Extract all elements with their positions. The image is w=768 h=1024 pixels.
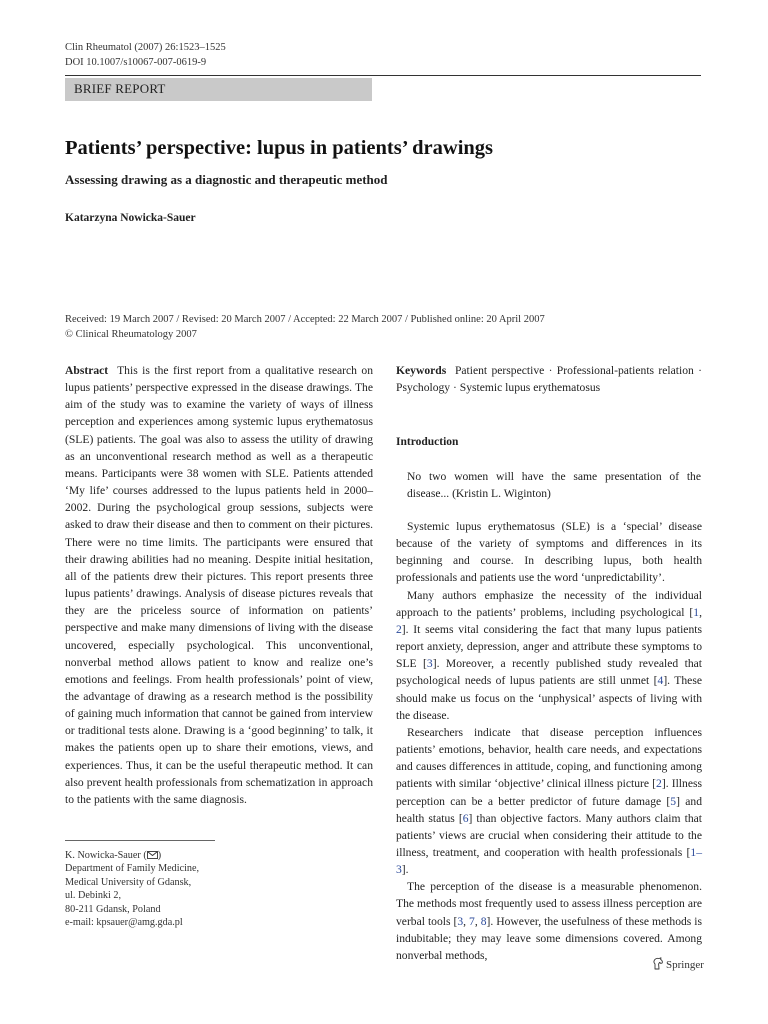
footnote-rule bbox=[65, 840, 215, 841]
author-name: Katarzyna Nowicka-Sauer bbox=[65, 212, 196, 224]
correspondence-email[interactable]: e-mail: kpsauer@amg.gda.pl bbox=[65, 917, 183, 929]
section-heading-introduction: Introduction bbox=[396, 436, 459, 448]
publisher-mark bbox=[652, 957, 704, 971]
article-title: Patients’ perspective: lupus in patients’ drawings bbox=[65, 137, 494, 159]
correspondence-author: K. Nowicka-Sauer ( ) bbox=[65, 850, 162, 861]
correspondence-street: ul. Debinki 2, bbox=[65, 890, 122, 902]
publication-dates: Received: 19 March 2007 / Revised: 20 March 2007 / Accepted: 22 March 2007 / Published online: 20 April 2007 bbox=[65, 314, 545, 325]
header-rule bbox=[65, 75, 701, 76]
correspondence-department: Department of Family Medicine, bbox=[65, 863, 200, 875]
springer-horse-icon bbox=[652, 957, 664, 970]
doi: DOI 10.1007/s10067-007-0619-9 bbox=[65, 57, 207, 68]
section-label-box bbox=[65, 78, 372, 101]
correspondence-institution: Medical University of Gdansk, bbox=[65, 876, 192, 888]
article-history bbox=[65, 312, 545, 342]
abstract-text: This is the first report from a qualitative research on lupus patients’ perspective expressed in the disease drawings. The aim of the study was to examine the variety of ways of illness perception and experiences among systemic lupus erythematosus (SLE) patients. The goal was also to assess the utility of drawing as an unconventional research method as well as a therapeutic means. Participants were 38 women with SLE. Patients attended ‘My life’ courses addressed to the lupus patients held in 2000–2002. During the psychological group sessions, subjects were asked to draw their disease and then to comment on their pictures. There were no time limits. The participants were ensured that their drawing abilities had no meaning. Despite initial hesitation, all of the patients drew their pictures. This report presents three lupus patients’ drawings. Analysis of disease pictures reveals that they are the priceless source of information on patients’ perspective and make many dimensions of living with the disease uncovered, especially psychological. This unconventional, nonverbal method allows patient to know and realize one’s emotions and feelings. From health professionals’ point of view, the advantage of drawing as a research method is the possibility of gaining much information that cannot be gained from interview or traditional tests alone. Drawing is a ‘good beginning’ to talk, it makes the patients open up to share their emotions, views, and experiences. Thus, it can be the useful therapeutic method. It can also prevent health professionals from schematization in approach to the patients with the same diagnosis. bbox=[65, 364, 373, 806]
citation-link[interactable]: 6 bbox=[462, 811, 469, 825]
paragraph: Many authors emphasize the necessity of the individual approach to the patients’ problems, including psychological [1, 2]. It seems vital considering the fact that many lupus patients report anxiety, depression, anger and attribute these symptoms to SLE [3]. Moreover, a recently published study revealed that psychological needs of lupus patients are still unmet [4]. These should make us focus on the ‘unphysical’ aspects of living with the disease. bbox=[396, 588, 703, 722]
citation-link[interactable]: 7 bbox=[469, 914, 475, 928]
epigraph: No two women will have the same presentation of the disease... (Kristin L. Wiginton) bbox=[407, 470, 701, 501]
paragraph: The perception of the disease is a measurable phenomenon. The methods most frequently used to assess illness perception are verbal tools [3, 7, 8]. However, the usefulness of these methods is indubitable; they may leave some dimensions covered. Among nonverbal methods, bbox=[396, 880, 703, 962]
abstract bbox=[65, 362, 373, 808]
citation-link[interactable]: 3 bbox=[457, 914, 464, 928]
journal-citation: Clin Rheumatol (2007) 26:1523–1525 bbox=[65, 42, 226, 53]
paragraph: Systemic lupus erythematosus (SLE) is a ‘special’ disease because of the variety of symptoms and differences in its beginning and course. In describing lupus, both health professionals and patients use the word ‘unpredictability’. bbox=[396, 520, 702, 585]
keywords bbox=[396, 362, 702, 396]
correspondence-city: 80-211 Gdansk, Poland bbox=[65, 903, 161, 915]
citation-link[interactable]: 1–3 bbox=[396, 845, 702, 877]
journal-header bbox=[65, 40, 226, 70]
keywords-text: Patient perspective · Professional-patients relation · Psychology · Systemic lupus erythematosus bbox=[396, 364, 702, 395]
citation-link[interactable]: 1 bbox=[693, 605, 700, 619]
citation-link[interactable]: 8 bbox=[480, 914, 487, 928]
publisher-name: Springer bbox=[666, 959, 704, 971]
article-subtitle: Assessing drawing as a diagnostic and therapeutic method bbox=[65, 172, 388, 187]
keywords-label: Keywords bbox=[396, 364, 447, 377]
abstract-label: Abstract bbox=[65, 364, 109, 377]
envelope-icon bbox=[147, 851, 158, 859]
citation-link[interactable]: 2 bbox=[396, 622, 402, 636]
paragraph: Researchers indicate that disease perception influences patients’ emotions, behavior, health care needs, and expectations and causes differences in attitude, coping, and functioning among patients with similar ‘objective’ clinical illness picture [2]. Illness perception can be a better predictor of future damage [5] and health status [6] than objective factors. Many authors claim that patients’ views are crucial when considering their attitude to the illness, treatment, and cooperation with health professionals [1–3]. bbox=[396, 725, 702, 877]
correspondence bbox=[65, 849, 199, 929]
citation-link[interactable]: 2 bbox=[656, 777, 662, 791]
citation-link[interactable]: 3 bbox=[426, 657, 433, 671]
citation-link[interactable]: 5 bbox=[670, 794, 677, 808]
copyright-line: © Clinical Rheumatology 2007 bbox=[65, 329, 197, 340]
section-label: BRIEF REPORT bbox=[74, 81, 166, 96]
introduction-body bbox=[396, 518, 702, 964]
citation-link[interactable]: 4 bbox=[657, 674, 664, 688]
